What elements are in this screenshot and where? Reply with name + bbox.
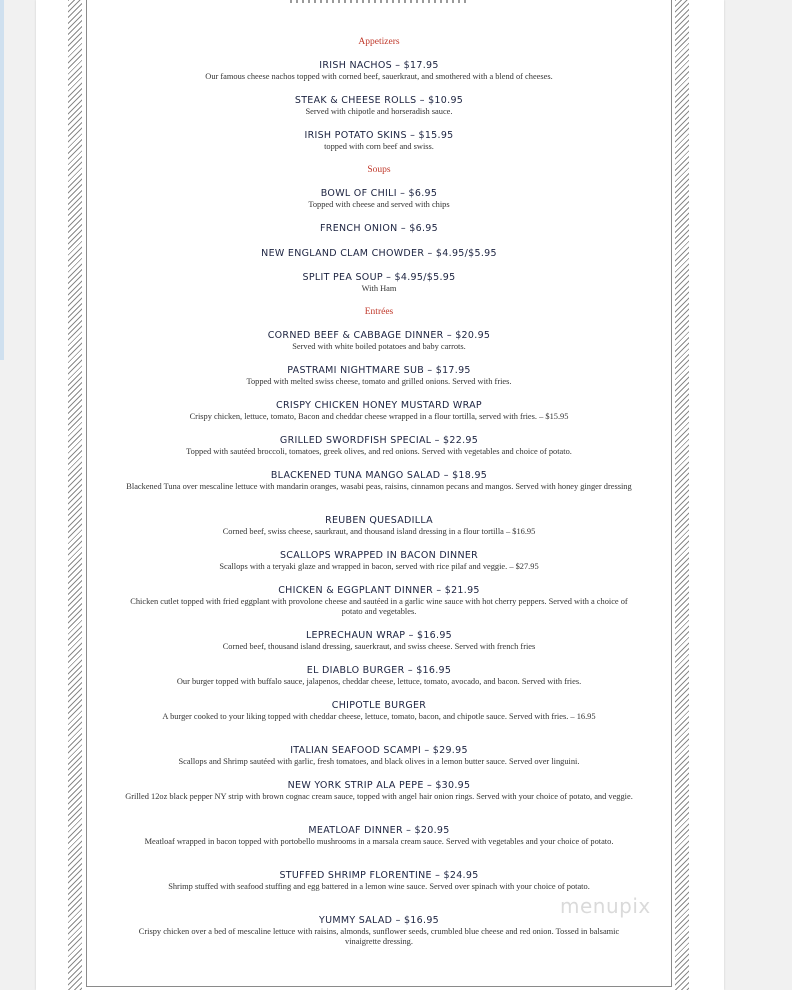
- item-name: REUBEN QUESADILLA: [325, 515, 433, 526]
- menu-content: [120, 0, 638, 990]
- item-name: NEW YORK STRIP ALA PEPE – $30.95: [287, 780, 471, 791]
- item-description: Our famous cheese nachos topped with corned beef, sauerkraut, and smothered with a blend of cheeses.: [205, 72, 553, 81]
- item-name: IRISH POTATO SKINS – $15.95: [304, 130, 454, 141]
- item-name: CHIPOTLE BURGER: [331, 700, 427, 711]
- item-description: Shrimp stuffed with seafood stuffing and egg battered in a lemon wine sauce. Served over spinach with your choice of potato.: [168, 882, 590, 891]
- item-name: CRISPY CHICKEN HONEY MUSTARD WRAP: [276, 400, 482, 411]
- item-description: Meatloaf wrapped in bacon topped with portobello mushrooms in a marsala cream sauce. Served with vegetables and your choice of potato.: [144, 837, 614, 846]
- item-name: BOWL OF CHILI – $6.95: [320, 188, 438, 199]
- item-description: Crispy chicken over a bed of mescaline lettuce with raisins, almonds, sunflower seeds, crumbled blue cheese and red onion. Tossed in balsamic vinaigrette dressing.: [138, 927, 620, 946]
- left-hatched-border: [68, 0, 82, 990]
- item-description: topped with corn beef and swiss.: [324, 142, 434, 151]
- item-name: EL DIABLO BURGER – $16.95: [306, 665, 452, 676]
- item-name: GRILLED SWORDFISH SPECIAL – $22.95: [279, 435, 479, 446]
- item-name: CHICKEN & EGGPLANT DINNER – $21.95: [278, 585, 480, 596]
- item-description: Grilled 12oz black pepper NY strip with brown cognac cream sauce, topped with angel hair onion rings. Served with your choice of potato, and veggie.: [125, 792, 633, 801]
- section-title-appetizers: Appetizers: [358, 37, 400, 47]
- item-description: Our burger topped with buffalo sauce, jalapenos, cheddar cheese, lettuce, tomato, avocado, and bacon. Served with fries.: [176, 677, 582, 686]
- item-description: Chicken cutlet topped with fried eggplant with provolone cheese and sautéed in a garlic wine sauce with hot cherry peppers. Served with a choice of potato and vegetables.: [130, 597, 628, 616]
- item-name: MEATLOAF DINNER – $20.95: [308, 825, 450, 836]
- item-description: Scallops with a teryaki glaze and wrapped in bacon, served with rice pilaf and veggie. – $27.95: [219, 562, 539, 571]
- item-name: BLACKENED TUNA MANGO SALAD – $18.95: [270, 470, 488, 481]
- item-description: Topped with melted swiss cheese, tomato and grilled onions. Served with fries.: [246, 377, 512, 386]
- item-name: NEW ENGLAND CLAM CHOWDER – $4.95/$5.95: [261, 248, 497, 259]
- item-description: Served with white boiled potatoes and baby carrots.: [292, 342, 466, 351]
- item-name: IRISH NACHOS – $17.95: [319, 60, 439, 71]
- item-name: CORNED BEEF & CABBAGE DINNER – $20.95: [267, 330, 491, 341]
- item-name: FRENCH ONION – $6.95: [320, 223, 438, 234]
- item-description: With Ham: [361, 284, 397, 293]
- item-description: A burger cooked to your liking topped with cheddar cheese, lettuce, tomato, bacon, and chipotle sauce. Served with fries. – 16.95: [162, 712, 596, 721]
- item-description: Corned beef, thousand island dressing, sauerkraut, and swiss cheese. Served with french fries: [222, 642, 536, 651]
- item-name: SPLIT PEA SOUP – $4.95/$5.95: [302, 272, 456, 283]
- item-name: SCALLOPS WRAPPED IN BACON DINNER: [279, 550, 479, 561]
- item-name: STUFFED SHRIMP FLORENTINE – $24.95: [279, 870, 479, 881]
- item-name: STEAK & CHEESE ROLLS – $10.95: [294, 95, 464, 106]
- right-hatched-border: [675, 0, 689, 990]
- section-title-soups: Soups: [367, 165, 391, 175]
- item-description: Served with chipotle and horseradish sauce.: [305, 107, 453, 116]
- item-name: LEPRECHAUN WRAP – $16.95: [305, 630, 453, 641]
- item-name: ITALIAN SEAFOOD SCAMPI – $29.95: [290, 745, 468, 756]
- item-description: Crispy chicken, lettuce, tomato, Bacon and cheddar cheese wrapped in a flour tortilla, served with fries. – $15.95: [189, 412, 569, 421]
- item-description: Scallops and Shrimp sautéed with garlic, fresh tomatoes, and black olives in a lemon butter sauce. Served over linguini.: [178, 757, 580, 766]
- item-description: Blackened Tuna over mescaline lettuce with mandarin oranges, wasabi peas, raisins, cinnamon pecans and mangos. Served with honey ginger dressing: [126, 482, 632, 491]
- item-name: PASTRAMI NIGHTMARE SUB – $17.95: [287, 365, 471, 376]
- menupix-watermark: menupix: [560, 894, 651, 918]
- item-description: Topped with cheese and served with chips: [308, 200, 450, 209]
- section-title-entrees: Entrées: [364, 307, 394, 317]
- item-description: Topped with sautéed broccoli, tomatoes, greek olives, and red onions. Served with vegetables and choice of potato.: [186, 447, 572, 456]
- left-edge-accent: [0, 0, 4, 360]
- item-name: YUMMY SALAD – $16.95: [318, 915, 440, 926]
- item-description: Corned beef, swiss cheese, saurkraut, and thousand island dressing in a flour tortilla – $16.95: [222, 527, 536, 536]
